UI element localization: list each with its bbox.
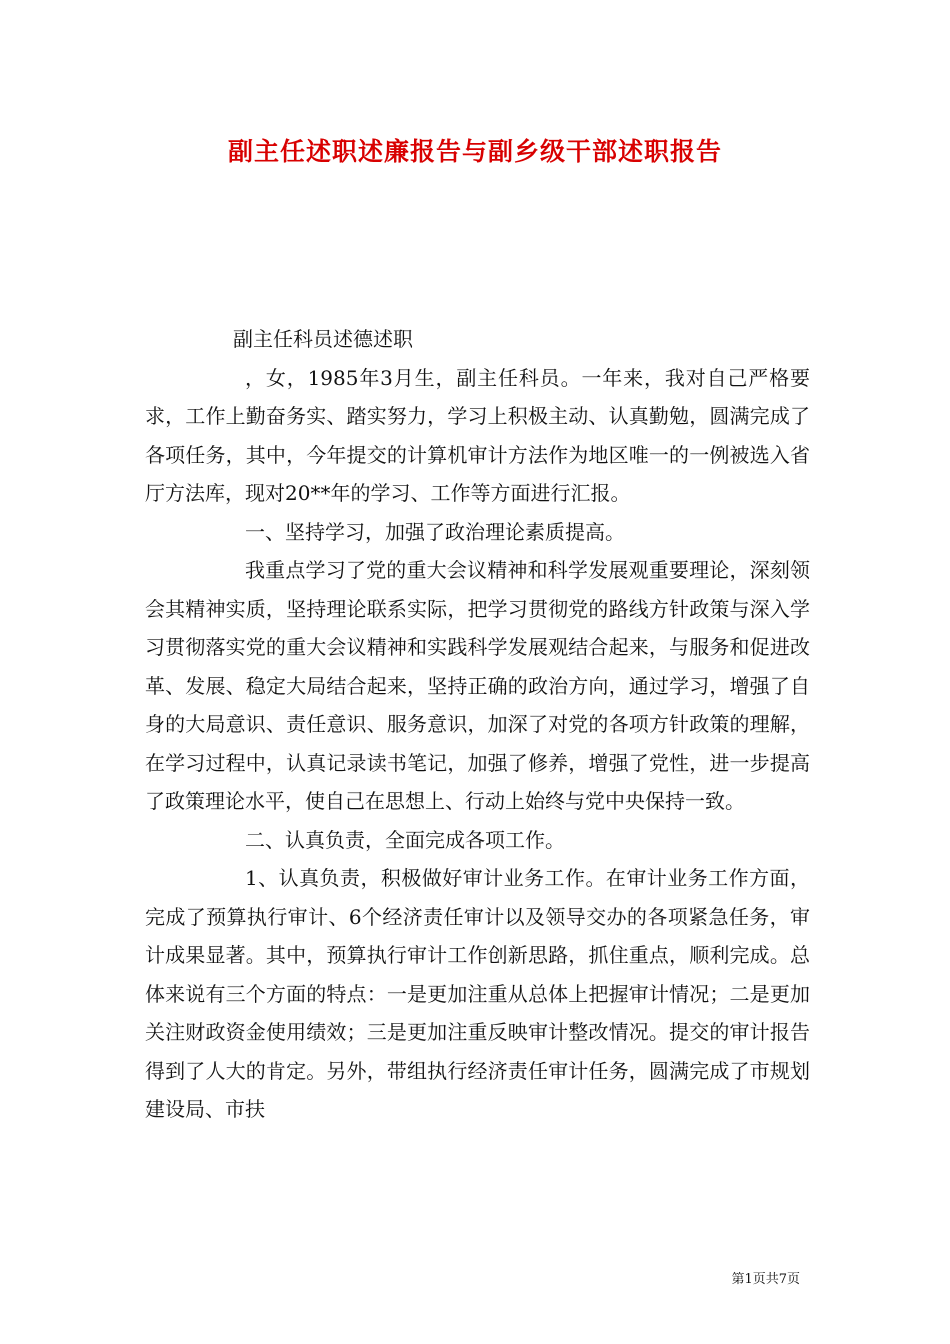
page-number: 第1页共7页 xyxy=(731,1272,800,1287)
document-title: 副主任述职述廉报告与副乡级干部述职报告 xyxy=(227,137,722,166)
document-body xyxy=(145,320,810,1129)
paragraph-intro: ，女，1985年3月生，副主任科员。一年来，我对自己严格要求，工作上勤奋务实、踏实努力，学习上积极主动、认真勤勉，圆满完成了各项任务，其中，今年提交的计算机审计方法作为地区唯一的一例被选入省厅方法库，现对20**年的学习、工作等方面进行汇报。 xyxy=(145,365,810,505)
section-heading-1: 一、坚持学习，加强了政治理论素质提高。 xyxy=(245,519,625,544)
paragraph-audit-work: 1、认真负责，积极做好审计业务工作。在审计业务工作方面，完成了预算执行审计、6个经济责任审计以及领导交办的各项紧急任务，审计成果显著。其中，预算执行审计工作创新思路，抓住重点，顺利完成。总体来说有三个方面的特点：一是更加注重从总体上把握审计情况；二是更加关注财政资金使用绩效；三是更加注重反映审计整改情况。提交的审计报告得到了人大的肯定。另外，带组执行经济责任审计任务，圆满完成了市规划建设局、市扶 xyxy=(145,866,810,1121)
paragraph-study: 我重点学习了党的重大会议精神和科学发展观重要理论，深刻领会其精神实质，坚持理论联系实际，把学习贯彻党的路线方针政策与深入学习贯彻落实党的重大会议精神和实践科学发展观结合起来，与服务和促进改革、发展、稳定大局结合起来，坚持正确的政治方向，通过学习，增强了自身的大局意识、责任意识、服务意识，加深了对党的各项方针政策的理解，在学习过程中，认真记录读书笔记，加强了修养，增强了党性，进一步提高了政策理论水平，使自己在思想上、行动上始终与党中央保持一致。 xyxy=(145,558,810,813)
section-heading-2: 二、认真负责，全面完成各项工作。 xyxy=(245,827,565,852)
subheading: 副主任科员述德述职 xyxy=(233,327,413,351)
